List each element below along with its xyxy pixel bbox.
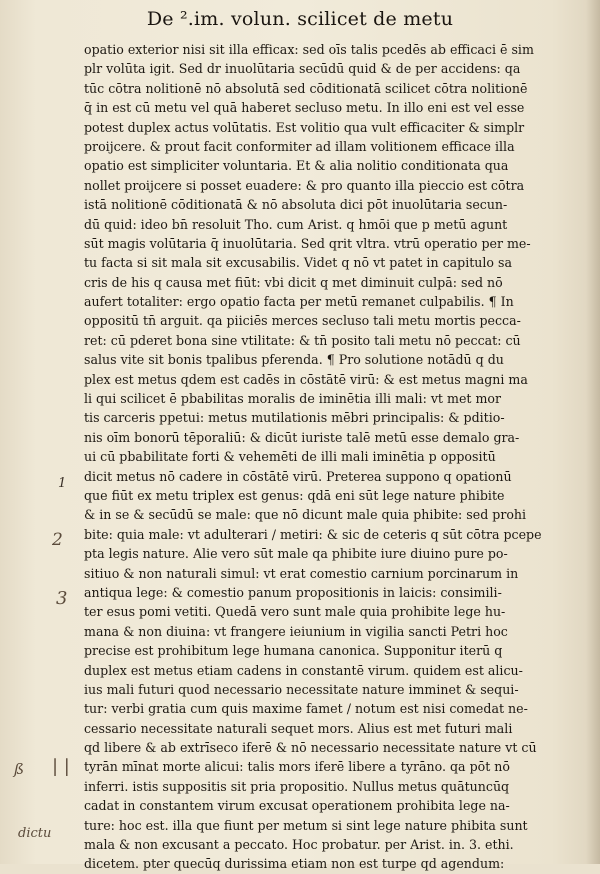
margin-note-5: | | [52,756,70,777]
text-line: cadat in constantem virum excusat operationem prohibita lege na- [84,798,510,814]
text-line: tyrān mīnat morte alicui: talis mors iferē libere a tyrāno. qa pōt nō [84,759,510,775]
text-line: qd libere & ab extrīseco iferē & nō necessario necessitate nature vt cū [84,740,537,756]
text-line: que fiūt ex metu triplex est genus: qdā eni sūt lege nature phibite [84,487,505,503]
text-line: mana & non diuina: vt frangere ieiunium in vigilia sancti Petri hoc [84,623,508,639]
text-line: bite: quia male: vt adulterari / metiri: & sic de ceteris q sūt cōtra pcepe [84,526,542,542]
text-line: ter esus pomi vetiti. Quedā vero sunt male quia prohibite lege hu- [84,604,506,620]
text-line: tūc cōtra nolitionē nō absolutā sed cōditionatā scilicet cōtra nolitionē [84,80,528,96]
text-line: oppositū tn̄ arguit. qa piiciēs merces secluso tali metu mortis pecca- [84,313,521,329]
text-line: opatio est simpliciter voluntaria. Et & alia nolitio conditionata qua [84,158,509,174]
text-line: cris de his q causa met fiūt: vbi dicit q met diminuit culpā: sed nō [84,274,503,290]
text-line: aufert totaliter: ergo opatio facta per metū remanet culpabilis. ¶ In [84,294,514,310]
running-header: De ².im. volun. scilicet de metu [146,8,454,30]
text-line: & in se & secūdū se male: que nō dicunt male quia phibite: sed prohi [84,507,527,523]
text-line: salus vite sit bonis tpalibus pferenda. ¶ Pro solutione notādū q du [84,352,504,368]
text-line: tis carceris ppetui: metus mutilationis mēbri principalis: & pditio- [84,410,505,426]
text-line: plr volūta igit. Sed dr inuolūtaria secūdū quid & de per accidens: qa [84,61,521,77]
page-edge-shadow [586,0,600,864]
text-line: plex est metus qdem est cadēs in cōstātē virū: & est metus magni ma [84,371,528,387]
text-line: istā nolitionē cōditionatā & nō absoluta dici pōt inuolūtaria secun- [84,197,508,213]
margin-note-3: 3 [56,588,68,609]
text-line: proijcere. & prout facit conformiter ad illam volitionem efficace illa [84,138,515,154]
text-line: nollet proijcere si posset euadere: & pro quanto illa pieccio est cōtra [84,177,525,193]
text-line: pta legis nature. Alie vero sūt male qa phibite iure diuino pure po- [84,546,508,562]
text-line: dicetem. pter quecūq durissima etiam non est turpe qd agendum: [84,856,505,872]
text-line: precise est prohibitum lege humana canonica. Supponitur iterū q [84,643,503,659]
body-text [84,40,588,874]
text-line: ius mali futuri quod necessario necessitate nature imminet & sequi- [84,681,519,697]
margin-note-2: 2 [52,530,63,550]
margin-note-1: 1 [58,476,67,491]
text-line: potest duplex actus volūtatis. Est volitio qua vult efficaciter & simplr [84,119,525,135]
text-line: dū quid: ideo bn̄ resoluit Tho. cum Arist. q hmōi que p metū agunt [84,216,508,232]
text-line: duplex est metus etiam cadens in constantē virum. quidem est alicu- [84,662,523,678]
text-line: antiqua lege: & comestio panum propositionis in laicis: consimili- [84,584,502,600]
text-line: ture: hoc est. illa que fiunt per metum si sint lege nature phibita sunt [84,817,528,833]
text-line: tur: verbi gratia cum quis maxime famet / notum est nisi comedat ne- [84,701,528,717]
text-line: ret: cū pderet bona sine vtilitate: & tn̄ posito tali metu nō peccat: cū [84,332,521,348]
text-line: dicit metus nō cadere in cōstātē virū. Preterea suppono q opationū [84,468,512,484]
margin-note-6: dictu [18,826,52,841]
text-line: tu facta si sit mala sit excusabilis. Videt q nō vt patet in capitulo sa [84,255,512,271]
text-line: q̄ in est cū metu vel quā haberet secluso metu. In illo eni est vel esse [84,100,525,116]
text-line: nis oīm bonorū tēporaliū: & dicūt iuriste talē metū esse demalo gra- [84,429,520,445]
text-line: mala & non excusant a peccato. Hoc probatur. per Arist. in. 3. ethi. [84,837,514,853]
margin-note-4: ß [14,760,25,778]
text-line: sūt magis volūtaria q̄ inuolūtaria. Sed qrit vltra. vtrū operatio per me- [84,235,531,251]
text-line: cessario necessitate naturali sequet mors. Alius est met futuri mali [84,720,513,736]
text-line: ui cū pbabilitate forti & vehemēti de illi mali iminētia p oppositū [84,449,496,465]
text-line: li qui scilicet ē pbabilitas moralis de iminētia illi mali: vt met mor [84,391,502,407]
text-line: opatio exterior nisi sit illa efficax: sed oīs talis pcedēs ab efficaci ē sim [84,42,534,57]
text-line: inferri. istis suppositis sit pria propositio. Nullus metus quātuncūq [84,778,510,794]
text-line: sitiuo & non naturali simul: vt erat comestio carnium porcinarum in [84,565,519,581]
